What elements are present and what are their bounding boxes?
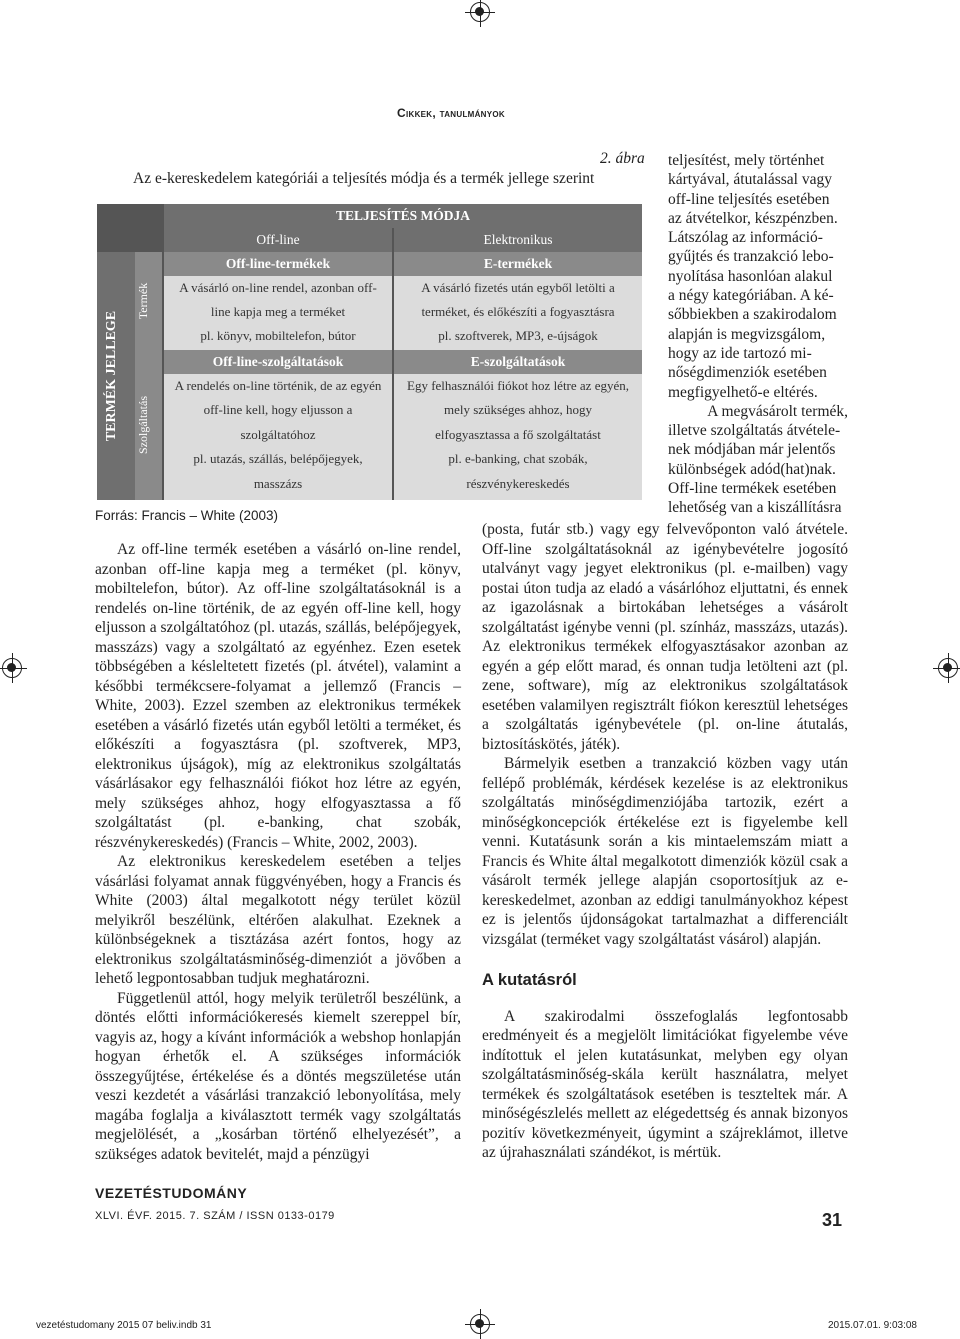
registration-mark-left <box>2 658 22 678</box>
cell-line: A rendelés on-line történik, de az egyén <box>174 378 382 393</box>
text-line: Látszólag az információ- <box>668 229 823 247</box>
section-heading: A kutatásról <box>482 971 577 989</box>
text-line: hogy az ide tartozó mi- <box>668 344 812 362</box>
figure-source: Forrás: Francis – White (2003) <box>95 508 279 523</box>
text-line: A megvásárolt termék, <box>707 402 848 420</box>
cell-line: off-line kell, hogy eljusson a <box>203 402 353 418</box>
journal-name: VEZETÉSTUDOMÁNY <box>95 1185 248 1201</box>
offline-services-title: Off-line-szolgáltatások <box>164 350 392 374</box>
offline-products-body <box>164 276 392 350</box>
cell-line: pl. utazás, szállás, belépőjegyek, <box>193 451 363 467</box>
right-top-column <box>668 151 848 518</box>
e-services-body <box>394 374 642 500</box>
text-line: illetve szolgáltatás átvétele- <box>668 422 841 440</box>
cell-line: masszázs <box>253 475 303 491</box>
slug-right: 2015.07.01. 9:03:08 <box>828 1320 917 1331</box>
header-teljesites-modja: TELJESÍTÉS MÓDJA <box>164 204 642 228</box>
figure-title: Az e-kereskedelem kategóriái a teljesítés módja és a termék jellege szerint <box>133 170 595 187</box>
paragraph: A szakirodalmi összefoglalás legfontosabb eredményeit és a megjelölt limitációkat figyelembe véve indítottuk el jelen kutatásunkat, melyben egy olyan szolgáltatásminőség-skála került használatra, melyet termékek és szolgáltatások esetében is teszteltek már. A minőségészlelés mellett az elégedettség és annak bizonyos pozitív következményeit, úgymint a szájreklámot, illetve az újrahasználati szándékot, is mértük. <box>482 1007 848 1161</box>
page-number: 31 <box>822 1210 843 1230</box>
text-line: alapján is megvizsgálom, <box>668 325 826 343</box>
cell-line: pl. e-banking, chat szobák, <box>448 451 588 467</box>
slug-left: vezetéstudomany 2015 07 beliv.indb 31 <box>36 1320 212 1331</box>
cell-line: line kapja meg a terméket <box>210 304 346 319</box>
e-services-title: E-szolgáltatások <box>394 350 642 374</box>
text-line: az átvételkor, készpénzben. <box>668 209 838 227</box>
cell-line: elfogyasztassa a fő szolgáltatást <box>435 426 601 442</box>
text-line: kártyával, átutalással vagy <box>668 171 832 189</box>
text-line: különbségek adód(hat)nak. <box>668 460 836 478</box>
registration-mark-right <box>938 658 958 678</box>
text-line: nek módjában már jelentős <box>668 441 836 459</box>
cell-line: A vásárló on-line rendel, azonban off- <box>179 280 377 295</box>
paragraph: Bármelyik esetben a tranzakció közben vagy után fellépő problémák, kérdések kezelése is az elektronikus szolgáltatás minőségdimenziójába tartozik, ezért a minőségkoncepciók értékelése ezt is figyelembe kell venni. Kutatásunk során a kis mintaelemszám miatt a Francis és White által megalkotott dimenziók közül csak a vásárolt termék jellege alapján csoportosítjuk az e-kereskedelmet, azonban az eddigi tanulmányokhoz képest ez is jelentős újdonságokat tartalmazhat a differenciált vizsgálat (terméket vagy szolgáltatást vásárol) alapján. <box>482 755 848 948</box>
paragraph: Függetlenül attól, hogy melyik területről beszélünk, a döntés előtti információkeresés kiemelt szereppel bír, vagyis az, hogy a kívánt információk a webshop honlapján hogyan érhetők el. A szükséges információk összegyűjtése, értékelése és a döntés megszületése után veszi kezdetét a vásárlási tranzakció lebonyolítása, mely magába foglalja a kiválasztott termék vagy szolgáltatás megjelölését, a „kosárban történő elhelyezését”, a szükséges adatok bevitelét, majd a pénzügyi <box>95 989 461 1163</box>
text-line: nyolítása hasonlóan alakul <box>668 267 833 285</box>
issue-info: XLVI. ÉVF. 2015. 7. SZÁM / ISSN 0133-0179 <box>95 1210 335 1222</box>
cell-line: mely szükséges ahhoz, hogy <box>443 402 593 418</box>
registration-mark-top <box>470 2 490 22</box>
cell-line: Egy felhasználói fiókot hoz létre az egyén, <box>407 378 629 393</box>
text-line: sőbbiekben a szakirodalom <box>668 306 837 324</box>
e-products-title: E-termékek <box>394 252 642 276</box>
text-line: teljesítést, mely történhet <box>668 152 825 169</box>
col-offline-label: Off-line <box>164 228 392 252</box>
cell-line: pl. szoftverek, MP3, e-újságok <box>438 328 598 343</box>
paragraph: (posta, futár stb.) vagy egy felvevőponton való átvétele. Off-line szolgáltatásoknál az igénybevételre jogosító utalványt vagy jegyet elektronikus (pl. e-mailben) vagy postai úton tudja az eladó a vásárlóhoz eljuttatni, és ennek az igazolásnak a birtokában lehetséges a vásárolt szolgáltatást igénybe venni (pl. színház, masszázs, utazás). Az elektronikus termékek elfogyasztásakor azonban az egyén a gép előtt marad, és onnan tudja letölteni azt (pl. zene, software), míg az elektronikus szolgáltatások esetében valamilyen regisztrált fiókon keresztül lehetséges a szolgáltatás igénybevétele (pl. on-line átutalás, biztosításkötés, játék). <box>482 521 848 753</box>
left-column <box>95 540 461 1164</box>
text-line: Off-line termékek esetében <box>668 480 837 498</box>
right-column <box>482 520 848 1163</box>
row-product-label: Termék <box>136 282 150 320</box>
offline-products-title: Off-line-termékek <box>164 252 392 276</box>
offline-services-body <box>164 374 392 500</box>
text-line: megfigyelhető-e eltérés. <box>668 383 818 401</box>
cell-line: A vásárló fizetés után egyből letölti a <box>421 280 615 295</box>
e-products-body <box>394 276 642 350</box>
paragraph: Az off-line termék esetében a vásárló on-line rendel, azonban off-line kapja meg a terméket (pl. könyv, mobiltelefon, bútor). Az off-line szolgáltatásoknál is a rendelés on-line történik, de az egyén off-line kell, hogy eljusson a szolgáltatóhoz (pl. utazás, szállás, belépőjegyek, masszázs) vagy a szolgáltató az egyénhez. Ezen esetek többségében a késleltetett fizetés (pl. átvétel), valamint a későbbi termékcsere-folyamat a jellemző (Francis – White, 2003). Ezzel szemben az elektronikus termékek esetében a vásárló fizetés után egyből letölti a terméket, és előkészíti a fogyasztásra (pl. szoftverek, MP3, elektronikus újságok), míg az elektronikus szolgáltatás vásárlásakor egy felhasználói fiókot hoz létre az egyén, mely szükséges ahhoz, hogy elfogyasztassa a fő szolgáltatást (pl. e-banking, chat szobák, részvénykereskedés) (Francis – White, 2002, 2003). <box>95 541 461 851</box>
cell-line: terméket, és előkészíti a fogyasztásra <box>421 304 615 319</box>
cell-line: szolgáltatóhoz <box>240 426 316 442</box>
cell-line: részvénykereskedés <box>466 475 570 491</box>
side-header-label: TERMÉK JELLEGE <box>104 310 119 442</box>
col-online-label: Elektronikus <box>394 228 642 252</box>
figure-table <box>97 204 642 500</box>
text-line: off-line teljesítés esetében <box>668 190 830 208</box>
registration-mark-bottom <box>470 1314 490 1334</box>
running-header: Cikkek, tanulmányok <box>397 106 505 120</box>
row-service-label: Szolgáltatás <box>136 396 150 454</box>
cell-line: pl. könyv, mobiltelefon, bútor <box>200 328 356 343</box>
text-line: a négy kategóriában. A ké- <box>668 287 834 305</box>
paragraph: Az elektronikus kereskedelem esetében a teljes vásárlási folyamat annak függvényében, hogy a Francis és White (2003) által megalkotott négy terület közül melyikről beszélünk, eltérően alakulhat. Ezeknek a különbségeknek a tisztázása azért fontos, hogy az elektronikus szolgáltatásminőség-dimenziót a jövőben a lehető legpontosabban tudjuk meghatározni. <box>95 853 461 987</box>
text-line: lehetőség van a kiszállításra <box>668 499 842 517</box>
figure-number: 2. ábra <box>600 150 645 167</box>
text-line: nőségdimenziók esetében <box>668 364 827 382</box>
text-line: gyűjtés és tranzakció lebo- <box>668 248 834 266</box>
